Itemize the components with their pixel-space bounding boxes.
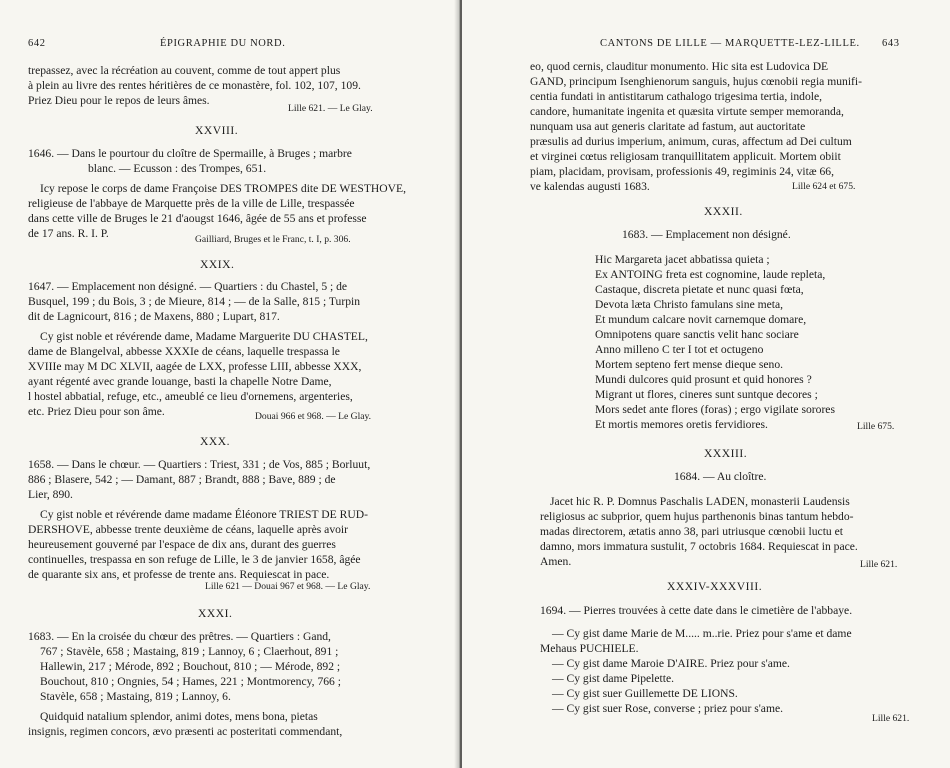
text-line: de 17 ans. R. I. P.	[28, 227, 109, 240]
section-heading: XXXIII.	[704, 447, 748, 460]
text-line: 1647. — Emplacement non désigné. — Quartiers : du Chastel, 5 ; de	[28, 280, 348, 293]
section-heading: XXXI.	[198, 607, 233, 620]
text-line: 1683. — En la croisée du chœur des prêtres. — Quartiers : Gand,	[28, 630, 331, 643]
text-line: madas directorem, ætatis anno 38, pari utriusque cœnobii luctu et	[540, 525, 843, 538]
text-line: Hallewin, 217 ; Mérode, 892 ; Bouchout, 810 ; — Mérode, 892 ;	[40, 660, 341, 673]
text-line: Amen.	[540, 555, 572, 568]
text-line: 1684. — Au cloître.	[674, 470, 767, 483]
text-line: Anno milleno C ter I tot et octugeno	[595, 343, 764, 356]
source-reference: Douai 966 et 968. — Le Glay.	[255, 411, 372, 422]
running-head-right: CANTONS DE LILLE — MARQUETTE-LEZ-LILLE.	[600, 38, 860, 49]
text-line: Mehaus PUCHIELE.	[540, 642, 639, 655]
text-line: religieuse de l'abbaye de Marquette près de la ville de Lille, trespassée	[28, 197, 355, 210]
text-line: — Cy gist dame Maroie D'AIRE. Priez pour s'ame.	[552, 657, 790, 670]
text-line: Hic Margareta jacet abbatissa quieta ;	[595, 253, 770, 266]
text-line: — Cy gist dame Marie de M..... m..rie. Priez pour s'ame et dame	[552, 627, 852, 640]
text-line: Cy gist noble et révérende dame madame Éléonore TRIEST DE RUD-	[40, 508, 368, 521]
text-line: ve kalendas augusti 1683.	[530, 180, 650, 193]
section-heading: XXXII.	[704, 205, 743, 218]
source-reference: Lille 621.	[860, 559, 898, 570]
source-reference: Lille 675.	[857, 421, 895, 432]
text-line: trepassez, avec la récréation au couvent, comme de tout appert plus	[28, 64, 341, 77]
text-line: — Cy gist suer Guillemette DE LIONS.	[552, 687, 738, 700]
text-line: Migrant ut flores, cineres sunt suntque decores ;	[595, 388, 818, 401]
page-number-left: 642	[28, 38, 46, 49]
text-line: blanc. — Ecusson : des Trompes, 651.	[88, 162, 267, 175]
text-line: 886 ; Blasere, 542 ; — Damant, 887 ; Brandt, 888 ; Bave, 889 ; de	[28, 473, 336, 486]
text-line: continuelles, trespassa en son refuge de Lille, le 3 de janvier 1658, âgée	[28, 553, 361, 566]
text-line: nunquam usa aut generis claritate ad fastum, aut auctoritate	[530, 120, 806, 133]
text-line: heureusement gouverné par l'espace de dix ans, durant des guerres	[28, 538, 336, 551]
right-page	[462, 0, 950, 768]
text-line: XVIIIe may M DC XLVII, aagée de LXX, professe LIII, abbesse XXX,	[28, 360, 362, 373]
text-line: Ex ANTOING freta est cognomine, laude repleta,	[595, 268, 826, 281]
text-line: 1694. — Pierres trouvées à cette date dans le cimetière de l'abbaye.	[540, 604, 853, 617]
text-line: Mortem septeno fert mense dieque seno.	[595, 358, 784, 371]
text-line: Omnipotens quare sanctis velit hanc sociare	[595, 328, 799, 341]
text-line: dit de Lagnicourt, 816 ; de Maxens, 880 ; Lupart, 817.	[28, 310, 280, 323]
text-line: Devota læta Christo famulans sine meta,	[595, 298, 784, 311]
text-line: GAND, principum Isenghienorum sanguis, hujus cœnobii regia munifi-	[530, 75, 862, 88]
text-line: Lier, 890.	[28, 488, 73, 501]
source-reference: Lille 624 et 675.	[792, 181, 856, 192]
text-line: piam, placidam, provisam, professionis 49, regiminis 24, vitæ 66,	[530, 165, 834, 178]
text-line: centia fundati in antistitarum cathalogo trigesima tertia, indole,	[530, 90, 823, 103]
source-reference: Lille 621.	[872, 713, 910, 724]
text-line: Cy gist noble et révérende dame, Madame Marguerite DU CHASTEL,	[40, 330, 368, 343]
text-line: dans cette ville de Bruges le 21 d'aougst 1646, âgée de 55 ans et professe	[28, 212, 367, 225]
text-line: Castaque, discreta pietate et nunc quasi fœta,	[595, 283, 804, 296]
text-line: dame de Blangelval, abbesse XXXIe de céans, laquelle trespassa le	[28, 345, 340, 358]
source-reference: Gailliard, Bruges et le Franc, t. I, p. 306.	[195, 234, 351, 245]
page-number-right: 643	[882, 38, 900, 49]
text-line: 767 ; Stavèle, 658 ; Mastaing, 819 ; Lannoy, 6 ; Claerhout, 891 ;	[40, 645, 339, 658]
text-line: — Cy gist dame Pipelette.	[552, 672, 675, 685]
running-head-left: ÉPIGRAPHIE DU NORD.	[160, 38, 286, 49]
source-reference: Lille 621 — Douai 967 et 968. — Le Glay.	[205, 581, 371, 592]
text-line: etc. Priez Dieu pour son âme.	[28, 405, 165, 418]
section-heading: XXVIII.	[195, 124, 239, 137]
text-line: Icy repose le corps de dame Françoise DES TROMPES dite DE WESTHOVE,	[40, 182, 406, 195]
left-page	[0, 0, 460, 768]
text-line: Bouchout, 810 ; Ongnies, 54 ; Hames, 221 ; Montmorency, 766 ;	[40, 675, 341, 688]
text-line: Et mortis memores oretis fervidiores.	[595, 418, 768, 431]
text-line: 1683. — Emplacement non désigné.	[622, 228, 791, 241]
text-line: ayant régenté avec grande louange, basti la chapelle Notre Dame,	[28, 375, 332, 388]
source-reference: Lille 621. — Le Glay.	[288, 103, 373, 114]
text-line: 1646. — Dans le pourtour du cloître de Spermaille, à Bruges ; marbre	[28, 147, 352, 160]
text-line: Mors sedet ante flores (foras) ; ergo vigilate sorores	[595, 403, 835, 416]
text-line: et virginei cœtus religiosam tranquillitatem applicuit. Mortem obiit	[530, 150, 841, 163]
section-heading: XXX.	[200, 435, 231, 448]
text-line: Stavèle, 658 ; Mastaing, 819 ; Lannoy, 6.	[40, 690, 231, 703]
section-heading: XXIX.	[200, 258, 235, 271]
text-line: præsulis ad durius imperium, animum, curas, affectum ad Dei cultum	[530, 135, 852, 148]
text-line: candore, humanitate ingenita et quæsita virtute semper memoranda,	[530, 105, 844, 118]
text-line: Priez Dieu pour le repos de leurs âmes.	[28, 94, 210, 107]
text-line: à plein au livre des rentes héritières de ce monastère, fol. 102, 107, 109.	[28, 79, 361, 92]
text-line: — Cy gist suer Rose, converse ; priez pour s'ame.	[552, 702, 784, 715]
text-line: l hostel abbatial, refuge, etc., ameublé ce lieu d'ornemens, argenteries,	[28, 390, 353, 403]
text-line: DERSHOVE, abbesse trente deuxième de céans, laquelle après avoir	[28, 523, 348, 536]
text-line: Jacet hic R. P. Domnus Paschalis LADEN, monasterii Laudensis	[550, 495, 850, 508]
text-line: damno, mors immatura sustulit, 7 octobris 1684. Requiescat in pace.	[540, 540, 858, 553]
text-line: eo, quod cernis, clauditur monumento. Hic sita est Ludovica DE	[530, 60, 829, 73]
text-line: Busquel, 199 ; du Bois, 3 ; de Mieure, 814 ; — de la Salle, 815 ; Turpin	[28, 295, 361, 308]
text-line: Quidquid natalium splendor, animi dotes, mens bona, pietas	[40, 710, 318, 723]
text-line: insignis, regimen concors, ævo præsenti ac posteritati commendant,	[28, 725, 343, 738]
text-line: 1658. — Dans le chœur. — Quartiers : Triest, 331 ; de Vos, 885 ; Borluut,	[28, 458, 371, 471]
text-line: Mundi dulcores quid prosunt et quid honores ?	[595, 373, 812, 386]
text-line: Et mundum calcare novit carnemque domare,	[595, 313, 807, 326]
section-heading: XXXIV-XXXVIII.	[667, 580, 763, 593]
text-line: de quarante six ans, et professe de trente ans. Requiescat in pace.	[28, 568, 330, 581]
text-line: religiosus ac subprior, quem hujus parthenonis binas tantum hebdo-	[540, 510, 854, 523]
